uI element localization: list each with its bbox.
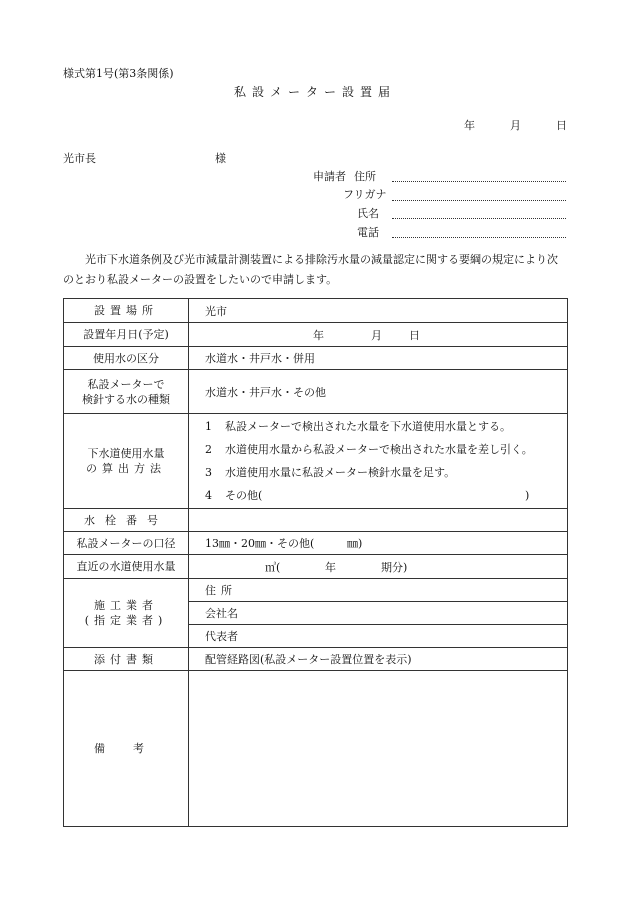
calc-method-options [189,414,568,509]
meter-diameter-unit: ㎜) [347,537,363,550]
calc-option-2-text: 水道使用水量から私設メーターで検出された水量を差し引く。 [225,443,533,456]
attachments-label: 添付書類 [64,648,189,671]
row-meter-water-type [64,370,568,414]
location-label: 設置場所 [64,299,189,323]
calc-option-4[interactable] [205,484,567,507]
date-year-label: 年 [464,119,475,132]
form-number: 様式第1号(第3条関係) [63,67,174,80]
row-location [64,299,568,323]
calc-method-label-line1: 下水道使用水量 [87,447,165,460]
location-value[interactable]: 光市 [189,299,568,323]
water-type-value[interactable]: 水道水・井戸水・併用 [189,347,568,370]
contractor-company-field[interactable]: 会社名 [189,602,568,625]
row-water-type [64,347,568,370]
recent-usage-value[interactable] [189,555,568,579]
calc-option-2[interactable] [205,438,567,461]
applicant-phone-label: 電話 [357,226,379,239]
calc-option-1-number: 1 [205,420,212,433]
row-calc-method [64,414,568,509]
applicant-name-label: 氏名 [357,207,379,220]
calc-option-4-text: その他( [225,489,263,502]
remarks-label: 備考 [64,671,189,827]
calc-option-1[interactable] [205,415,567,438]
row-meter-diameter [64,532,568,555]
meter-water-type-value[interactable]: 水道水・井戸水・その他 [189,370,568,414]
meter-diameter-value[interactable] [189,532,568,555]
contractor-address-field[interactable]: 住所 [189,579,568,602]
meter-diameter-options: 13㎜・20㎜・その他( [205,537,315,550]
applicant-phone-field[interactable] [392,237,566,238]
recent-usage-year: 年 [325,560,336,574]
meter-diameter-label: 私設メーターの口径 [64,532,189,555]
applicant-name-field[interactable] [392,218,566,219]
date-day-label: 日 [556,119,567,132]
recent-usage-unit: ㎥( [265,560,281,574]
date-month-label: 月 [510,119,521,132]
calc-option-4-number: 4 [205,489,212,502]
row-remarks [64,671,568,827]
applicant-furigana-field[interactable] [392,200,566,201]
calc-method-label [64,414,189,509]
submission-date [464,117,567,133]
calc-option-2-number: 2 [205,443,212,456]
contractor-label [64,579,189,648]
contractor-rep-field[interactable]: 代表者 [189,625,568,648]
meter-water-type-label-line2: 検針する水の種類 [82,392,170,406]
application-form-table [63,298,568,827]
page-title: 私設メーター設置届 [233,85,396,99]
hydrant-number-label: 水栓番号 [64,509,189,532]
attachments-value: 配管経路図(私設メーター設置位置を表示) [189,648,568,671]
install-date-value[interactable] [189,323,568,347]
meter-water-type-label-line1: 私設メーターで [87,377,165,391]
applicant-furigana-label: フリガナ [343,188,387,201]
row-hydrant-number [64,509,568,532]
recent-usage-label: 直近の水道使用水量 [64,555,189,579]
honorific: 様 [215,152,226,165]
contractor-label-line1: 施工業者 [94,599,158,612]
calc-option-4-close: ) [525,489,530,502]
row-attachments [64,648,568,671]
application-statement: 光市下水道条例及び光市減量計測装置による排除汚水量の減量認定に関する要綱の規定により次のとおり私設メーターの設置をしたいので申請します。 [63,253,558,286]
hydrant-number-value[interactable] [189,509,568,532]
applicant-prefix: 申請者 [313,170,346,183]
install-date-month: 月 [371,328,382,342]
install-date-year: 年 [313,328,324,342]
contractor-label-line2: (指定業者) [84,614,168,627]
applicant-address-field[interactable] [392,181,566,182]
row-contractor-address [64,579,568,602]
recent-usage-period: 期分) [381,560,408,574]
addressee: 光市長 [63,152,96,165]
calc-option-1-text: 私設メーターで検出された水量を下水道使用水量とする。 [225,420,511,433]
install-date-day: 日 [409,328,420,342]
remarks-field[interactable] [189,671,568,827]
row-recent-usage [64,555,568,579]
water-type-label: 使用水の区分 [64,347,189,370]
calc-option-3-number: 3 [205,466,212,479]
applicant-address-label: 住所 [354,170,376,183]
calc-method-label-line2: の算出方法 [86,462,166,475]
meter-water-type-label [64,370,189,414]
calc-option-3-text: 水道使用水量に私設メーター検針水量を足す。 [225,466,456,479]
row-install-date [64,323,568,347]
install-date-label: 設置年月日(予定) [64,323,189,347]
calc-option-3[interactable] [205,461,567,484]
